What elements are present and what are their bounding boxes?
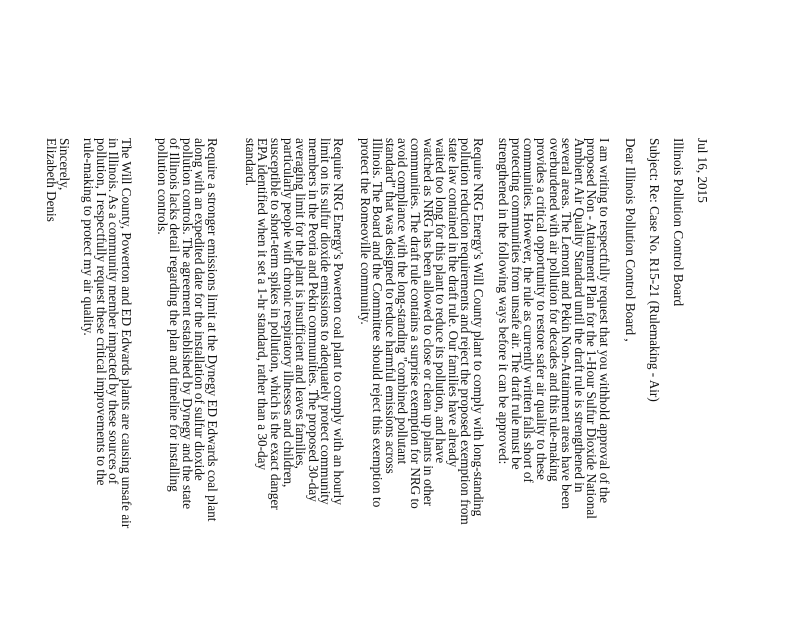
letter-recipient-block — [671, 138, 684, 608]
paragraph-line: communities. The draft rule contains a surprise exemption for NRG to — [408, 138, 424, 509]
letter-signature: Elizabeth Denis — [44, 138, 60, 222]
paragraph-line: protecting communities from unsafe air. The draft rule must be — [508, 138, 524, 470]
letter-salutation-block — [623, 138, 636, 608]
paragraph-line: proposed Non - Attainment Plan for the 1-Hour Sulfur Dioxide National — [584, 138, 600, 519]
letter-subject: Subject: Re: Case No. R15-21 (Rulemaking - Air) — [647, 138, 662, 402]
letter-subject-block — [647, 138, 660, 608]
paragraph-line: susceptible to short-term spikes in pollution, which is the exact danger — [268, 138, 284, 510]
paragraph-line: I am writing to respectfully request that you withhold approval of the — [597, 138, 612, 504]
paragraph-line: pollution controls. The agreement established by Dynegy and the state — [179, 138, 195, 510]
letter-closing: Sincerely, — [57, 138, 72, 191]
letter-closing-block — [45, 138, 70, 608]
paragraph-line: communities. However, the rule as currently written falls short of — [521, 138, 537, 483]
letter-paragraph-1 — [497, 138, 610, 608]
letter-paragraph-4 — [155, 138, 218, 608]
paragraph-line: provides a critical opportunity to restore safer air quality to these — [534, 138, 550, 481]
paragraph-line: Require a stronger emissions limit at the Dynegy ED Edwards coal plant — [205, 138, 220, 522]
paragraph-line: members in the Peoria and Pekin communities. The proposed 30-day — [305, 138, 321, 502]
paragraph-line: avoid compliance with the long-standing "combined pollutant — [395, 138, 411, 465]
paragraph-line: protect the Romeoville community. — [357, 138, 373, 325]
letter-date-block — [695, 138, 708, 608]
letter-paragraph-5 — [82, 138, 132, 608]
paragraph-line: along with an expedited date for the installation of sulfur dioxide — [192, 138, 208, 481]
paragraph-line: limit on its sulfur dioxide emissions to adequately protect community — [318, 138, 334, 505]
paragraph-line: standard" that was designed to reduce harmful emissions across — [382, 138, 398, 474]
paragraph-line: The Will County, Powerton and ED Edwards plants are causing unsafe air — [119, 138, 134, 529]
paragraph-line: EPA identified when it set a 1-hr standard, rather than a 30-day — [255, 138, 271, 471]
paragraph-line: Require NRG Energy's Will County plant to comply with long-standing — [471, 138, 486, 517]
paragraph-line: state law contained in the draft rule. Our families have already — [445, 138, 461, 468]
letter-paragraph-2 — [358, 138, 484, 608]
paragraph-line: pollution controls. — [154, 138, 170, 235]
paragraph-line: waited too long for this plant to reduce its pollution, and have — [433, 138, 449, 464]
paragraph-line: averaging limit for the plant is insufficient and leaves families, — [293, 138, 309, 469]
letter-paragraph-3 — [243, 138, 344, 608]
paragraph-line: rule-making to protect my air quality. — [81, 138, 97, 336]
paragraph-line: Ambient Air Quality Standard until the draft rule is strengthened in — [571, 138, 587, 493]
paragraph-line: several areas. The Lemont and Pekin Non-Attainment areas have been — [559, 138, 575, 510]
paragraph-line: watched as NRG has been allowed to close or clean up plants in other — [420, 138, 436, 507]
paragraph-line: pollution, I respectfully request these critical improvements to the — [93, 138, 109, 486]
paragraph-line: of Illinois lacks detail regarding the plan and timeline for installing — [167, 138, 183, 492]
paragraph-line: in Illinois. As a community member impacted by these sources of — [106, 138, 122, 485]
paragraph-line: pollution reduction requirements and reject the proposed exemption from — [458, 138, 474, 525]
letter-date: Jul 16, 2015 — [695, 138, 710, 203]
paragraph-line: standard. — [242, 138, 258, 186]
letter-salutation: Dear Illinois Pollution Control Board , — [623, 138, 638, 342]
paragraph-line: overburdened with air pollution for decades and this rule-making — [546, 138, 562, 482]
paragraph-line: Illinois. The Board and the Committee should reject this exemption to — [370, 138, 386, 508]
paragraph-line: Require NRG Energy's Powerton coal plant to comply with an hourly — [331, 138, 346, 505]
paragraph-line: strengthened in the following ways before it can be approved: — [496, 138, 512, 465]
paragraph-line: particularly people with chronic respiratory illnesses and children, — [280, 138, 296, 488]
letter-recipient: Illinois Pollution Control Board — [671, 138, 686, 307]
